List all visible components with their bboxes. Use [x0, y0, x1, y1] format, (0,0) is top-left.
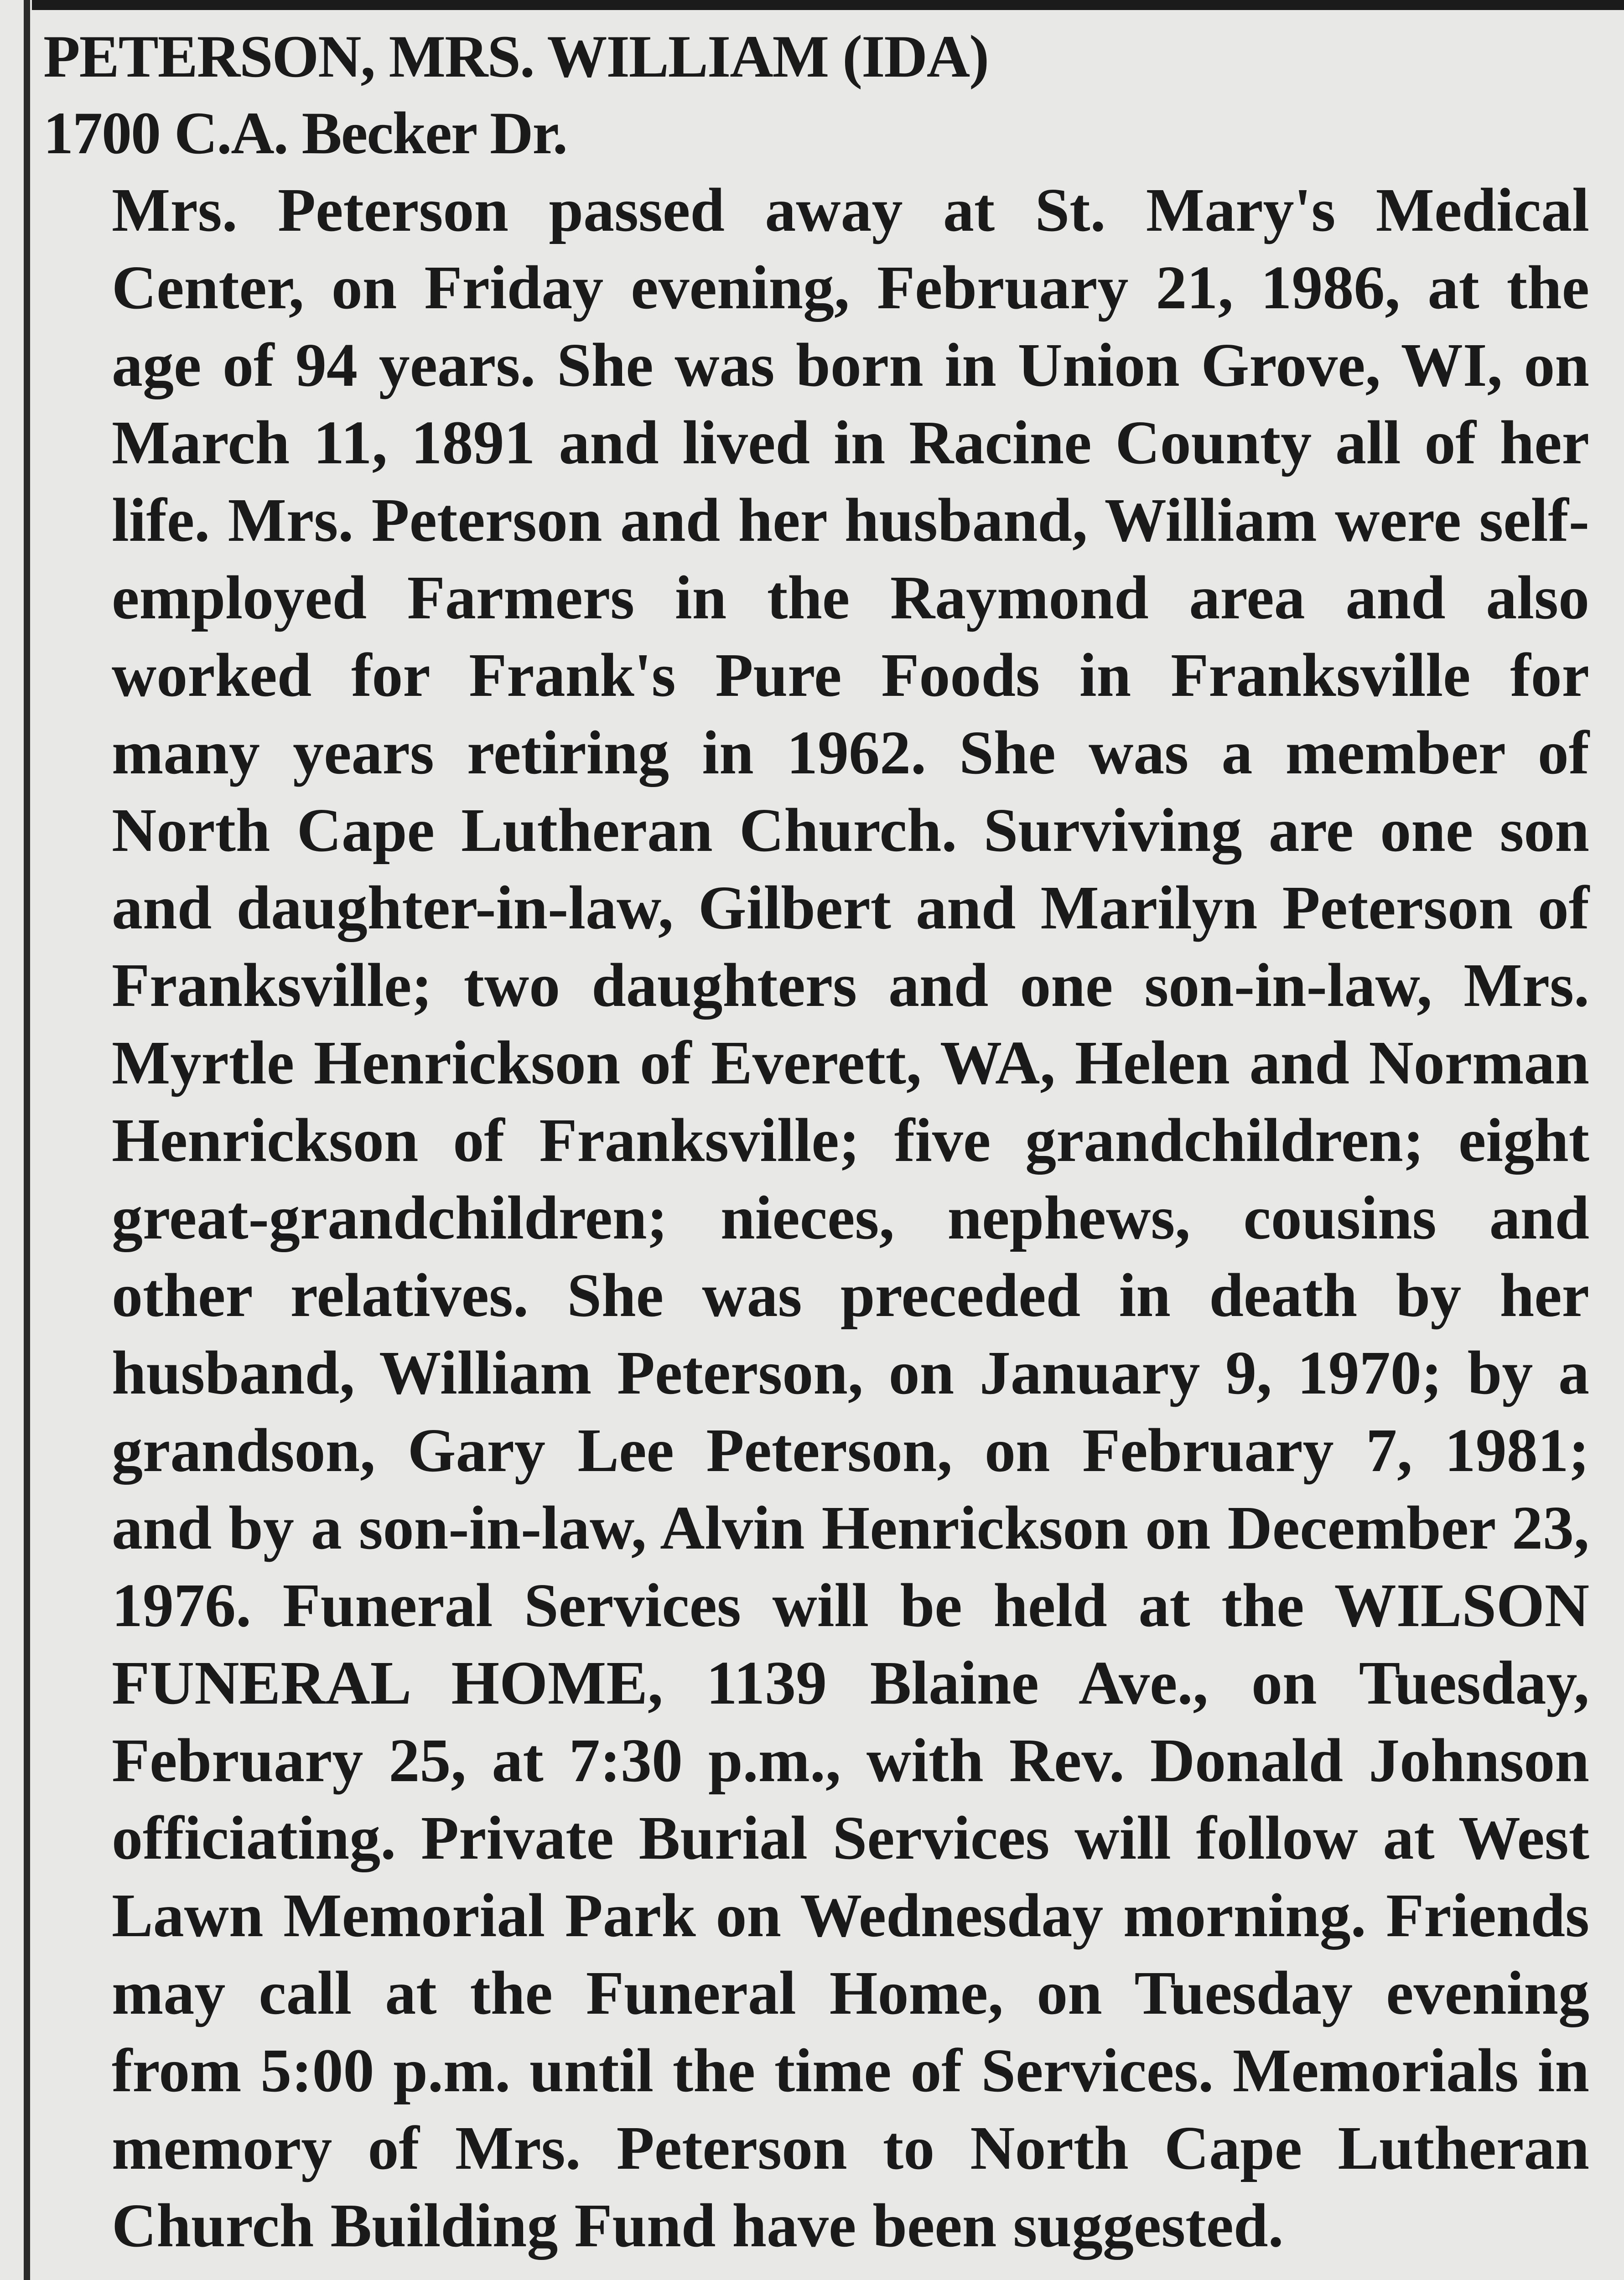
top-rule — [32, 0, 1624, 10]
obituary-body: Mrs. Peterson passed away at St. Mary's Medical Center, on Friday evening, February 21, 1986, at the age of 94 years. She was born in Union Grove, WI, on March 11, 1891 and lived in Racine County all of her life. Mrs. Peterson and her husband, William were self-employed Farmers in the Raymond area and also worked for Frank's Pure Foods in Franksville for many years retiring in 1962. She was a member of North Cape Lutheran Church. Surviving are one son and daughter-in-law, Gilbert and Marilyn Peterson of Franksville; two daughters and one son-in-law, Mrs. Myrtle Henrickson of Everett, WA, Helen and Norman Henrickson of Franksville; five grandchildren; eight great-grandchildren; nieces, nephews, cousins and other relatives. She was preceded in death by her husband, William Peterson, on January 9, 1970; by a grandson, Gary Lee Peterson, on February 7, 1981; and by a son-in-law, Alvin Henrickson on December 23, 1976. Funeral Services will be held at the WILSON FUNERAL HOME, 1139 Blaine Ave., on Tuesday, February 25, at 7:30 p.m., with Rev. Donald Johnson officiating. Private Burial Services will follow at West Lawn Memorial Park on Wednesday morning. Friends may call at the Funeral Home, on Tuesday evening from 5:00 p.m. until the time of Services. Memorials in memory of Mrs. Peterson to North Cape Lutheran Church Building Fund have been suggested. — [112, 176, 1589, 2260]
obituary-article — [43, 18, 1612, 2264]
obituary-address: 1700 C.A. Becker Dr. — [43, 99, 567, 166]
left-rule — [24, 0, 30, 2280]
obituary-name: PETERSON, MRS. WILLIAM (IDA) — [43, 23, 989, 90]
